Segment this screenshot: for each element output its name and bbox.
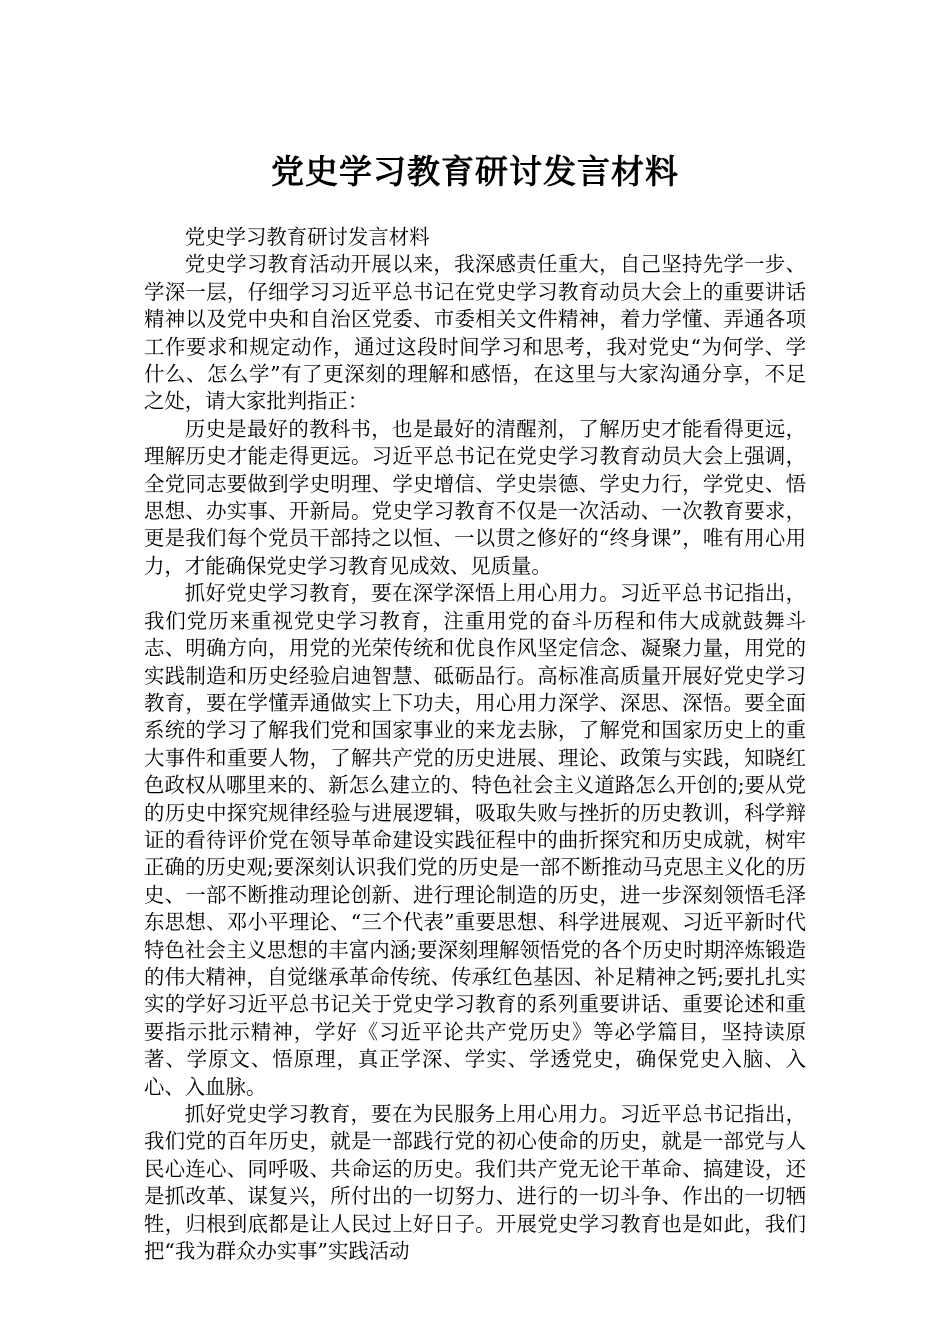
paragraph: 抓好党史学习教育，要在深学深悟上用心用力。习近平总书记指出，我们党历来重视党史学习教育，注重用党的奋斗历程和伟大成就鼓舞斗志、明确方向，用党的光荣传统和优良作风坚定信念、凝聚力量，用党的实践制造和历史经验启迪智慧、砥砺品行。高标准高质量开展好党史学习教育，要在学懂弄通做实上下功夫，用心用力深学、深思、深悟。要全面系统的学习了解我们党和国家事业的来龙去脉，了解党和国家历史上的重大事件和重要人物，了解共产党的历史进展、理论、政策与实践，知晓红色政权从哪里来的、新怎么建立的、特色社会主义道路怎么开创的;要从党的历史中探究规律经验与进展逻辑，吸取失败与挫折的历史教训，科学辩证的看待评价党在领导革命建设实践征程中的曲折探究和历史成就，树牢正确的历史观;要深刻认识我们党的历史是一部不断推动马克思主义化的历史、一部不断推动理论创新、进行理论制造的历史，进一步深刻领悟毛泽东思想、邓小平理论、“三个代表”重要思想、科学进展观、习近平新时代特色社会主义思想的丰富内涵;要深刻理解领悟党的各个历史时期淬炼锻造的伟大精神，自觉继承革命传统、传承红色基因、补足精神之钙;要扎扎实实的学好习近平总书记关于党史学习教育的系列重要讲话、重要论述和重要指示批示精神，学好《习近平论共产党历史》等必学篇目，坚持读原著、学原文、悟原理，真正学深、学实、学透党史，确保党史入脑、入心、入血脉。 <box>144 581 806 1099</box>
paragraph: 历史是最好的教科书，也是最好的清醒剂，了解历史才能看得更远，理解历史才能走得更远。习近平总书记在党史学习教育动员大会上强调，全党同志要做到学史明理、学史增信、学史崇德、学史力行，学党史、悟思想、办实事、开新局。党史学习教育不仅是一次活动、一次教育要求，更是我们每个党员干部持之以恒、一以贯之修好的“终身课”，唯有用心用力，才能确保党史学习教育见成效、见质量。 <box>144 416 806 578</box>
document-title: 党史学习教育研讨发言材料 <box>271 152 679 192</box>
document-body <box>144 224 806 1265</box>
paragraph: 党史学习教育活动开展以来，我深感责任重大，自己坚持先学一步、学深一层，仔细学习习近平总书记在党史学习教育动员大会上的重要讲话精神以及党中央和自治区党委、市委相关文件精神，着力学懂、弄通各项工作要求和规定动作，通过这段时间学习和思考，我对党史“为何学、学什么、怎么学”有了更深刻的理解和感悟，在这里与大家沟通分享，不足之处，请大家批判指正： <box>144 252 806 414</box>
paragraph: 抓好党史学习教育，要在为民服务上用心用力。习近平总书记指出，我们党的百年历史，就是一部践行党的初心使命的历史，就是一部党与人民心连心、同呼吸、共命运的历史。我们共产党无论干革命、搞建设，还是抓改革、谋复兴，所付出的一切努力、进行的一切斗争、作出的一切牺牲，归根到底都是让人民过上好日子。开展党史学习教育也是如此，我们把“我为群众办实事”实践活动 <box>144 1102 806 1264</box>
paragraph-heading: 党史学习教育研讨发言材料 <box>184 225 430 249</box>
